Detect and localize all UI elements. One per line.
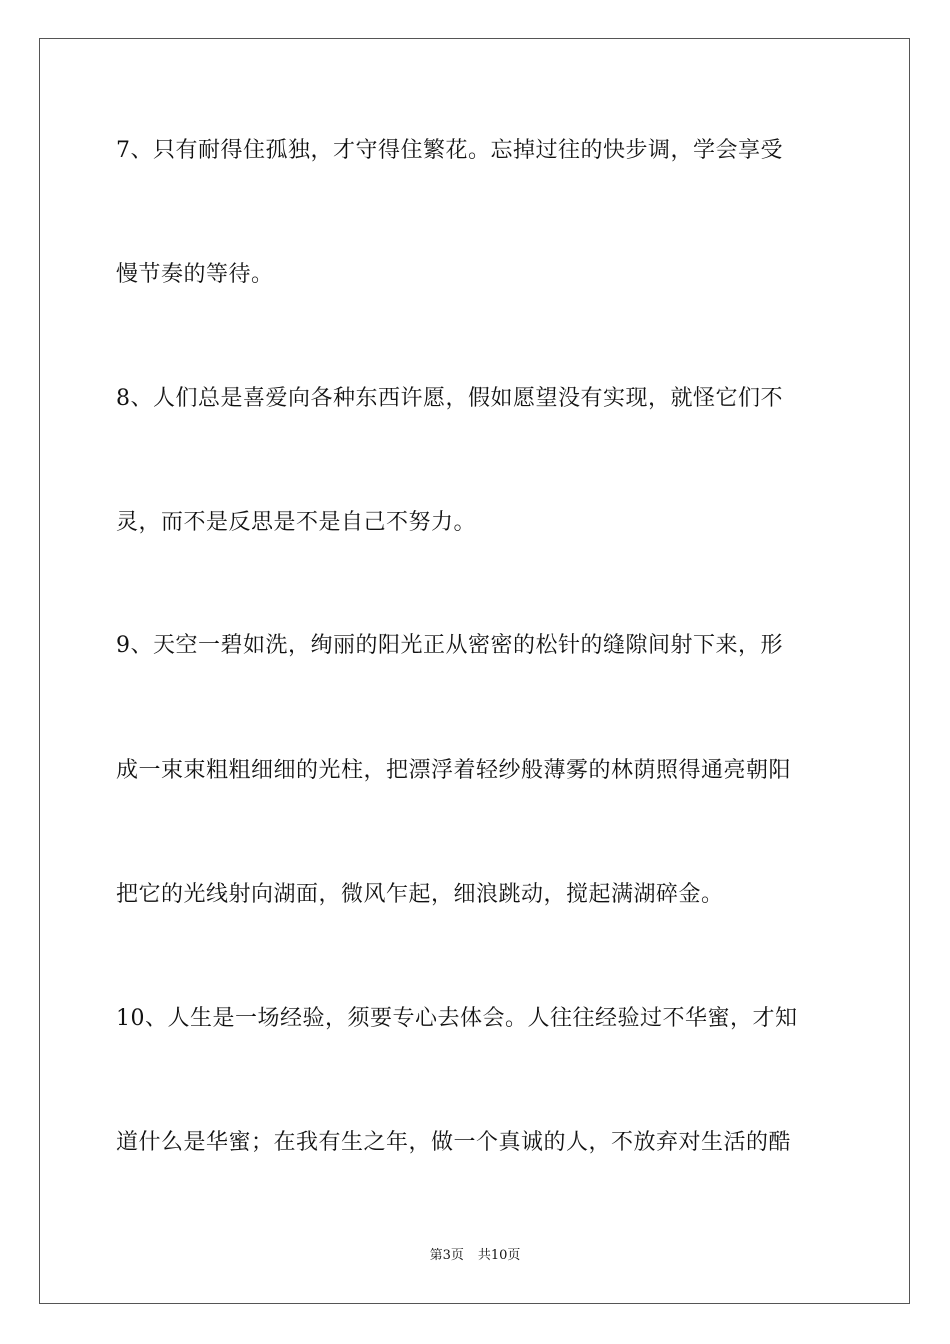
text-line: 8、人们总是喜爱向各种东西许愿，假如愿望没有实现，就怪它们不: [116, 386, 783, 411]
text-line: 灵，而不是反思是不是自己不努力。: [116, 510, 477, 535]
page-number-total: 共10页: [477, 1248, 521, 1263]
text-line: 道什么是华蜜；在我有生之年，做一个真诚的人，不放弃对生活的酷: [116, 1130, 792, 1155]
text-line: 把它的光线射向湖面，微风乍起，细浪跳动，搅起满湖碎金。: [116, 882, 724, 907]
page-number-current: 第3页: [429, 1248, 464, 1263]
text-line: 9、天空一碧如洗，绚丽的阳光正从密密的松针的缝隙间射下来，形: [116, 633, 783, 658]
text-line: 慢节奏的等待。: [116, 262, 274, 287]
page-footer: [0, 1246, 950, 1266]
text-line: 10、人生是一场经验，须要专心去体会。人往往经验过不华蜜，才知: [116, 1006, 798, 1031]
page-border: [39, 38, 910, 1304]
text-line: 成一束束粗粗细细的光柱，把漂浮着轻纱般薄雾的林荫照得通亮朝阳: [116, 758, 792, 783]
text-line: 7、只有耐得住孤独，才守得住繁花。忘掉过往的快步调，学会享受: [116, 138, 783, 163]
